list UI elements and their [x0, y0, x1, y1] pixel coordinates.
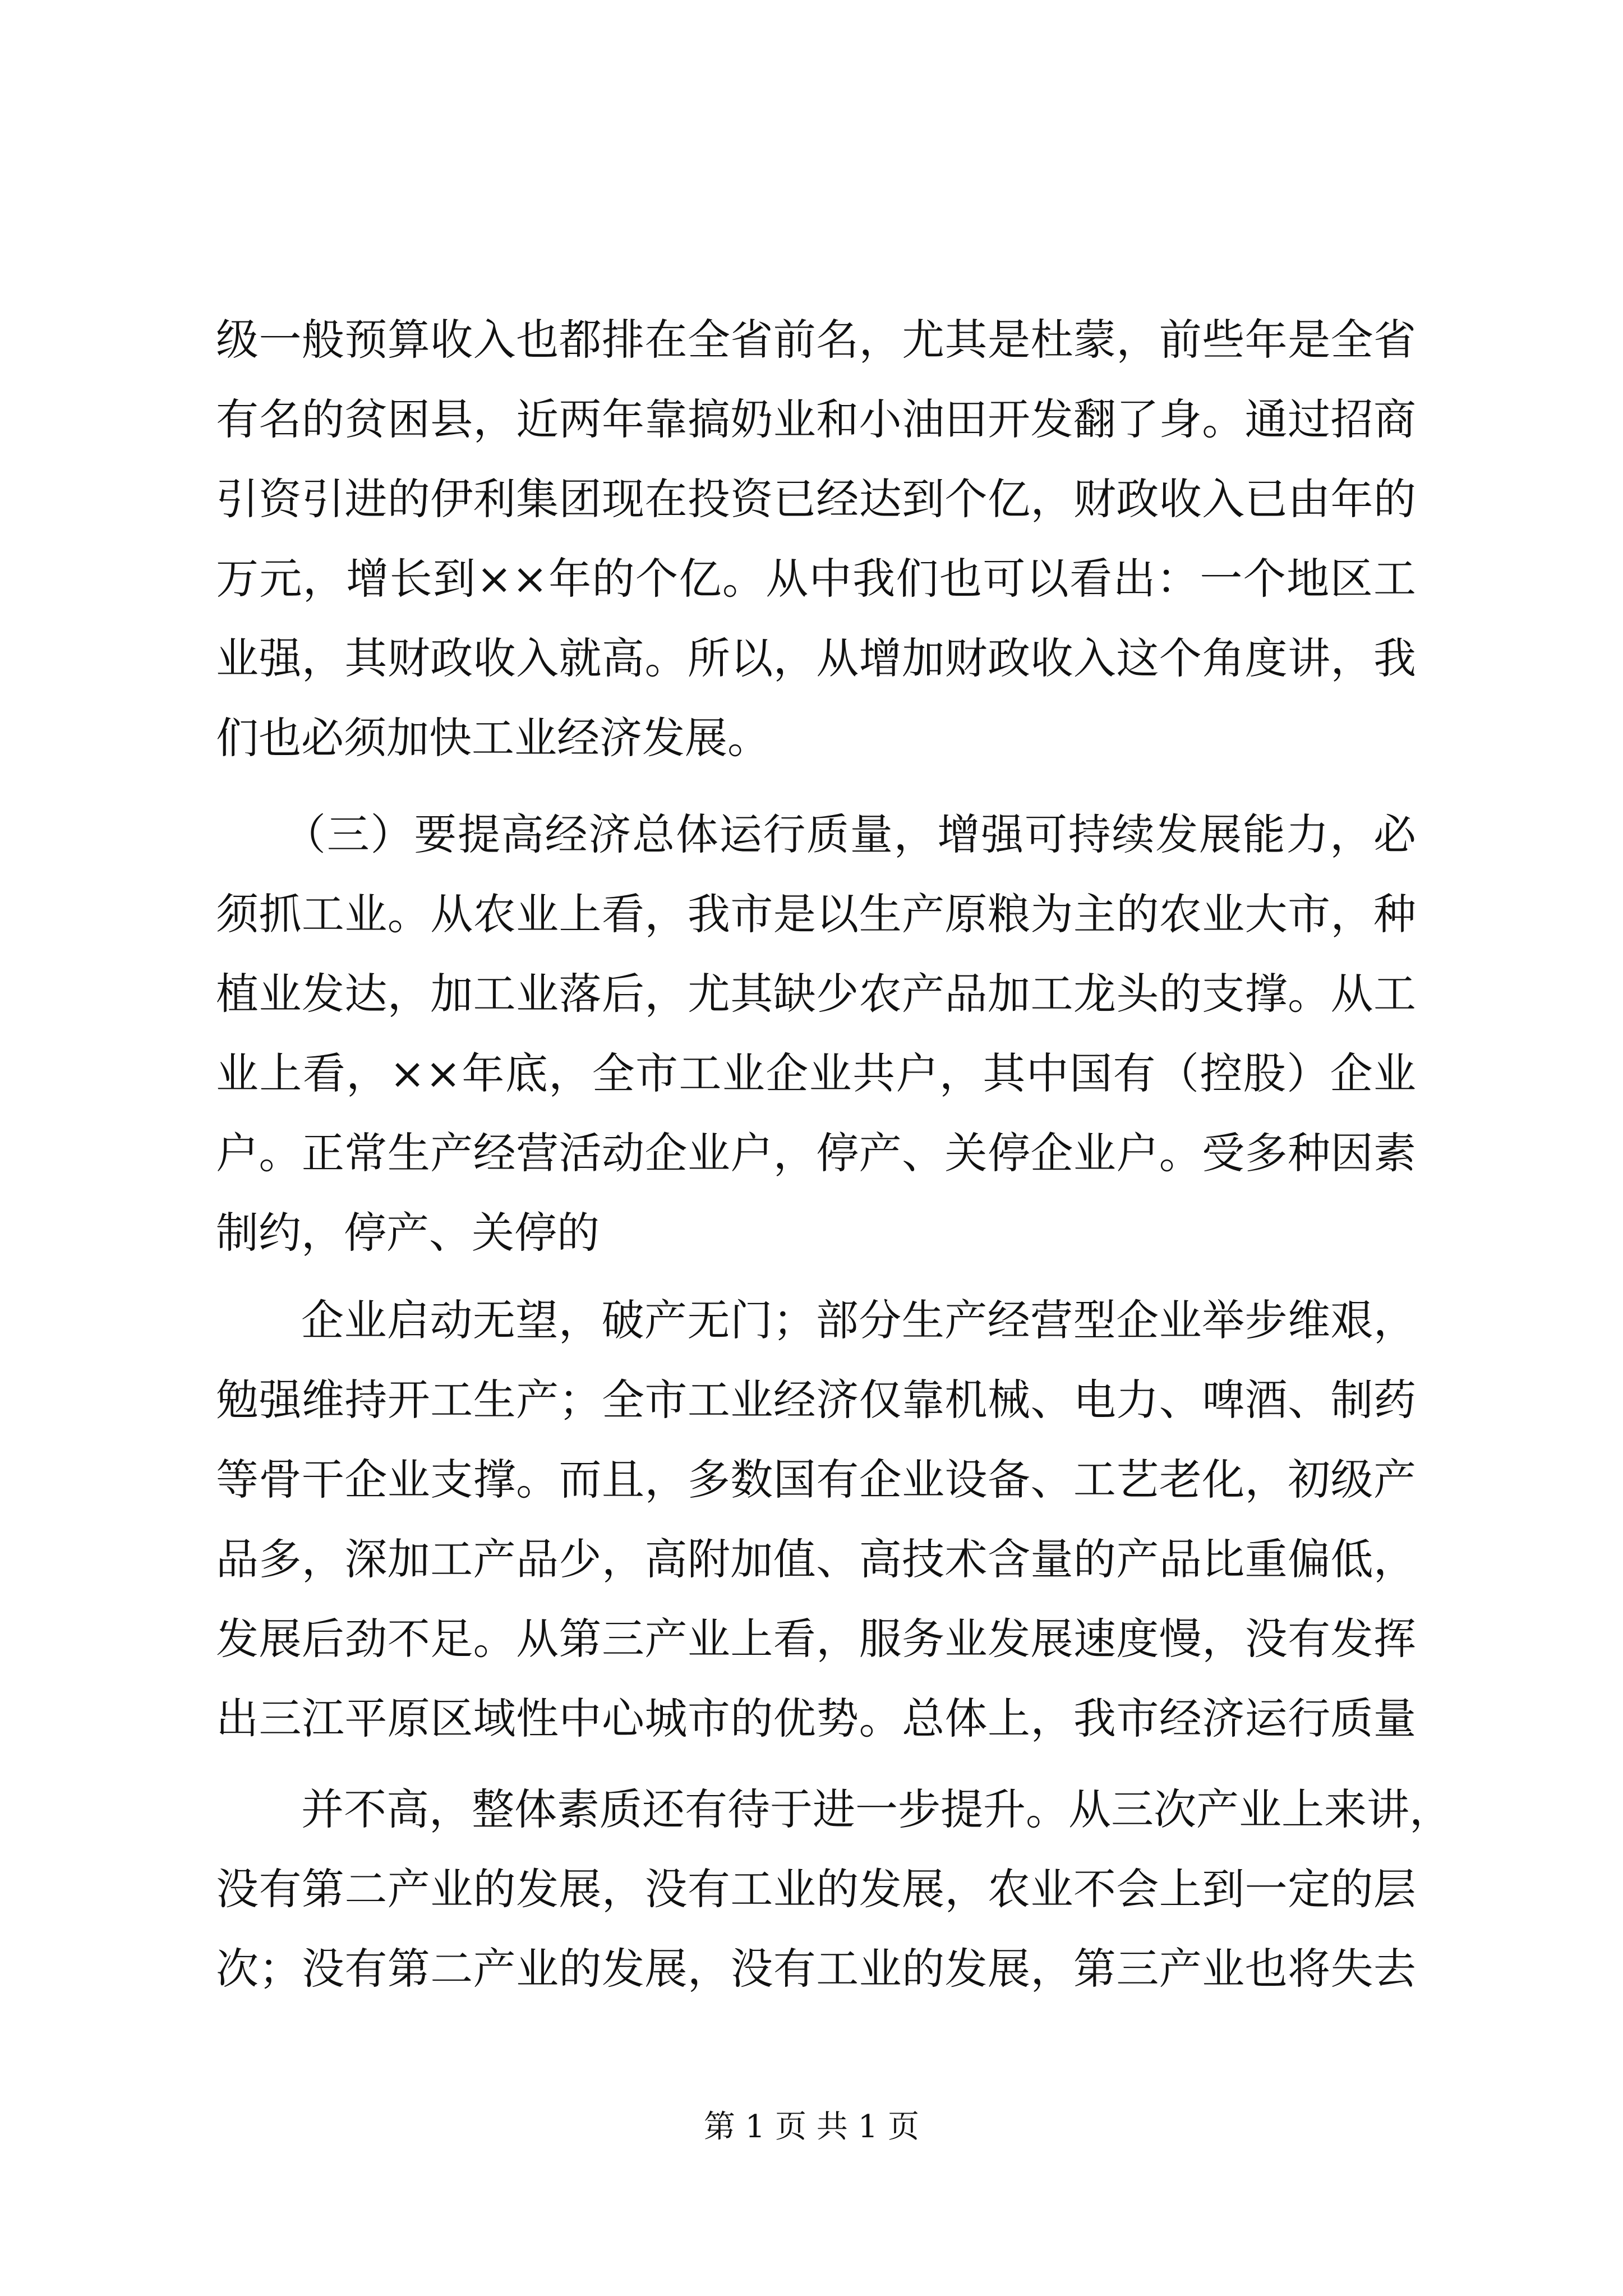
text-line: 等骨干企业支撑。而且，多数国有企业设备、工艺老化，初级产 [216, 1455, 1416, 1504]
paragraph-first-line: 企业启动无望，破产无门；部分生产经营型企业举步维艰， [301, 1295, 1416, 1345]
text-line: 们也必须加快工业经济发展。 [216, 713, 770, 763]
text-line: 植业发达，加工业落后，尤其缺少农产品加工龙头的支撑。从工 [216, 969, 1416, 1019]
text-line: 品多，深加工产品少，高附加值、高技术含量的产品比重偏低， [216, 1534, 1416, 1584]
text-line: 有名的贫困县，近两年靠搞奶业和小油田开发翻了身。通过招商 [216, 394, 1416, 444]
text-line: 引资引进的伊利集团现在投资已经达到个亿，财政收入已由年的 [216, 474, 1416, 524]
text-line: 制约，停产、关停的 [216, 1208, 600, 1258]
paragraph-first-line: 并不高，整体素质还有待于进一步提升。从三次产业上来讲， [301, 1784, 1452, 1834]
text-line: 业强，其财政收入就高。所以，从增加财政收入这个角度讲，我 [216, 633, 1416, 683]
paragraph-first-line: （三）要提高经济总体运行质量，增强可持续发展能力，必 [283, 809, 1416, 859]
text-line: 级一般预算收入也都排在全省前名，尤其是杜蒙，前些年是全省 [216, 315, 1416, 365]
page-number-footer: 第 1 页 共 1 页 [703, 2109, 920, 2145]
text-line: 万元，增长到××年的个亿。从中我们也可以看出：一个地区工 [216, 554, 1416, 604]
text-line: 须抓工业。从农业上看，我市是以生产原粮为主的农业大市，种 [216, 889, 1416, 939]
text-line: 次；没有第二产业的发展，没有工业的发展，第三产业也将失去 [216, 1944, 1416, 1994]
text-line: 发展后劲不足。从第三产业上看，服务业发展速度慢，没有发挥 [216, 1614, 1416, 1664]
text-line: 出三江平原区域性中心城市的优势。总体上，我市经济运行质量 [216, 1694, 1416, 1743]
text-line: 没有第二产业的发展，没有工业的发展，农业不会上到一定的层 [216, 1864, 1416, 1914]
text-line: 勉强维持开工生产；全市工业经济仅靠机械、电力、啤酒、制药 [216, 1375, 1416, 1425]
text-line: 业上看，××年底，全市工业企业共户，其中国有（控股）企业 [216, 1048, 1416, 1098]
text-line: 户。正常生产经营活动企业户，停产、关停企业户。受多种因素 [216, 1128, 1416, 1178]
document-body [216, 300, 1452, 2009]
